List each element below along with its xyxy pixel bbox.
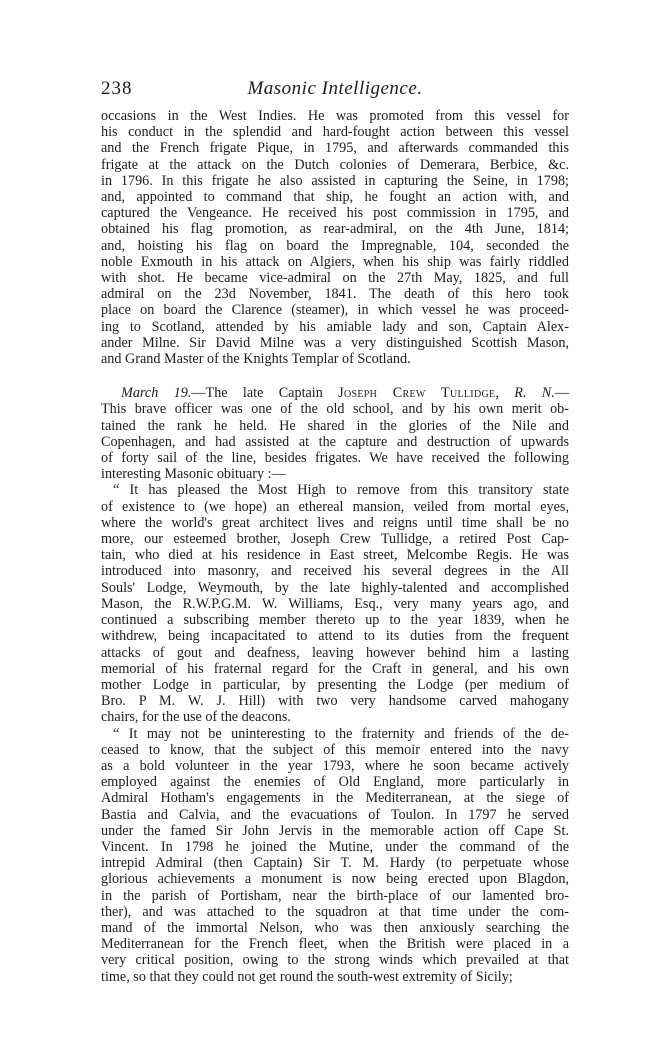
text-line: Mediterranean for the French fleet, when the British were placed in a	[101, 936, 569, 953]
text-line: and, hoisting his flag on board the Impregnable, 104, seconded the	[101, 237, 569, 254]
text-line: ther), and was attached to the squadron at that time under the com-	[101, 903, 569, 920]
page-number: 238	[101, 78, 133, 99]
text-line: captured the Vengeance. He received his post commission in 1795, and	[101, 205, 569, 222]
text-line: mother Lodge in particular, by presenting the Lodge (per medium of	[101, 676, 569, 693]
text-line: “ It has pleased the Most High to remove from this transitory state	[113, 482, 569, 499]
text-line: more, our esteemed brother, Joseph Crew Tullidge, a retired Post Cap-	[101, 531, 569, 548]
text-line: Souls' Lodge, Weymouth, by the late highly-talented and accomplished	[101, 579, 569, 596]
text-line: obtained his flag promotion, as rear-admiral, on the 4th June, 1814;	[101, 221, 569, 238]
text-line: in 1796. In this frigate he also assisted in capturing the Seine, in 1798;	[101, 172, 569, 189]
text-line: of forty sail of the line, besides frigates. We have received the following	[101, 450, 569, 467]
obituary-heading-tail: —	[554, 385, 570, 402]
obituary-heading-dash: —The late Captain	[191, 385, 339, 402]
text-line: intrepid Admiral (then Captain) Sir T. M. Hardy (to perpetuate whose	[101, 855, 569, 872]
obituary-rank: R. N.	[514, 385, 555, 402]
text-line: place on board the Clarence (steamer), in which vessel he was proceed-	[101, 302, 569, 319]
text-line: ceased to know, that the subject of this memoir entered into the navy	[101, 741, 569, 758]
text-line: under the famed Sir John Jervis in the memorable action off Cape St.	[101, 822, 569, 839]
text-line: very critical position, owing to the strong winds which prevailed at that	[101, 952, 569, 969]
obituary-name: Joseph Crew Tullidge	[338, 385, 496, 402]
text-line: attacks of gout and deafness, leaving however behind him a lasting	[101, 644, 569, 661]
text-line: Bro. P M. W. J. Hill) with two very handsome carved mahogany	[101, 693, 569, 710]
text-line: ander Milne. Sir David Milne was a very distinguished Scottish Mason,	[101, 334, 569, 351]
running-head	[101, 78, 569, 108]
text-line: continued a subscribing member thereto up to the year 1839, when he	[101, 612, 569, 629]
page-body	[101, 108, 569, 985]
paragraph-gap	[101, 367, 569, 385]
text-line: and the French frigate Pique, in 1795, and afterwards commanded this	[101, 140, 569, 157]
text-line: of existence to (we hope) an ethereal mansion, veiled from mortal eyes,	[101, 498, 569, 515]
text-line: Copenhagen, and had assisted at the capture and destruction of upwards	[101, 433, 569, 450]
text-line: as a bold volunteer in the year 1793, where he soon became actively	[101, 757, 569, 774]
paragraph-obituary-quote-1	[101, 482, 569, 725]
paragraph-tullidge-intro	[101, 385, 569, 482]
obituary-heading-separator: ,	[495, 385, 515, 402]
text-line: with shot. He became vice-admiral on the 27th May, 1825, and full	[101, 270, 569, 287]
text-line: ing to Scotland, attended by his amiable lady and son, Captain Alex-	[101, 318, 569, 335]
obituary-date: March 19.	[121, 385, 192, 402]
text-line: admiral on the 23d November, 1841. The death of this hero took	[101, 286, 569, 303]
text-line: and Grand Master of the Knights Templar of Scotland.	[101, 351, 411, 368]
running-title: Masonic Intelligence.	[247, 78, 423, 99]
text-line: frigate at the attack on the Dutch colonies of Demerara, Berbice, &c.	[101, 156, 569, 173]
text-line: in the parish of Portisham, near the birth-place of our lamented bro-	[101, 887, 569, 904]
text-line: “ It may not be uninteresting to the fraternity and friends of the de-	[113, 725, 569, 742]
text-line: Vincent. In 1798 he joined the Mutine, under the command of the	[101, 838, 569, 855]
text-line: and, appointed to command that ship, he fought an action with, and	[101, 189, 569, 206]
text-line: tain, who died at his residence in East street, Melcombe Regis. He was	[101, 547, 569, 564]
text-line: This brave officer was one of the old school, and by his own merit ob-	[101, 401, 569, 418]
text-line: Bastia and Calvia, and the evacuations of Toulon. In 1797 he served	[101, 806, 569, 823]
text-line: introduced into masonry, and received his several degrees in the All	[101, 563, 569, 580]
text-line: noble Exmouth in his attack on Algiers, when his ship was fairly riddled	[101, 253, 569, 270]
text-line: employed against the enemies of Old England, more particularly in	[101, 774, 569, 791]
book-page	[101, 78, 569, 985]
text-line: withdrew, being incapacitated to attend to its duties from the frequent	[101, 628, 569, 645]
text-line: tained the rank he held. He shared in the glories of the Nile and	[101, 417, 569, 434]
text-line: time, so that they could not get round the south-west extremity of Sicily;	[101, 968, 513, 985]
text-line: glorious achievements a monument is now being erected upon Blagdon,	[101, 871, 569, 888]
text-line: Mason, the R.W.P.G.M. W. Williams, Esq., very many years ago, and	[101, 595, 569, 612]
text-line: mand of the immortal Nelson, who was then anxiously searching the	[101, 919, 569, 936]
obituary-heading-line	[101, 385, 569, 401]
paragraph-obituary-quote-2	[101, 726, 569, 985]
text-line: occasions in the West Indies. He was promoted from this vessel for	[101, 108, 569, 124]
text-line: chairs, for the use of the deacons.	[101, 709, 291, 726]
paragraph-admiral-milne	[101, 108, 569, 367]
text-line: his conduct in the splendid and hard-fought action between this vessel	[101, 124, 569, 141]
text-line: interesting Masonic obituary :—	[101, 466, 286, 483]
text-line: memorial of his fraternal regard for the Craft in general, and his own	[101, 660, 569, 677]
text-line: Admiral Hotham's engagements in the Mediterranean, at the siege of	[101, 790, 569, 807]
text-line: where the world's great architect lives and reigns until time shall be no	[101, 514, 569, 531]
